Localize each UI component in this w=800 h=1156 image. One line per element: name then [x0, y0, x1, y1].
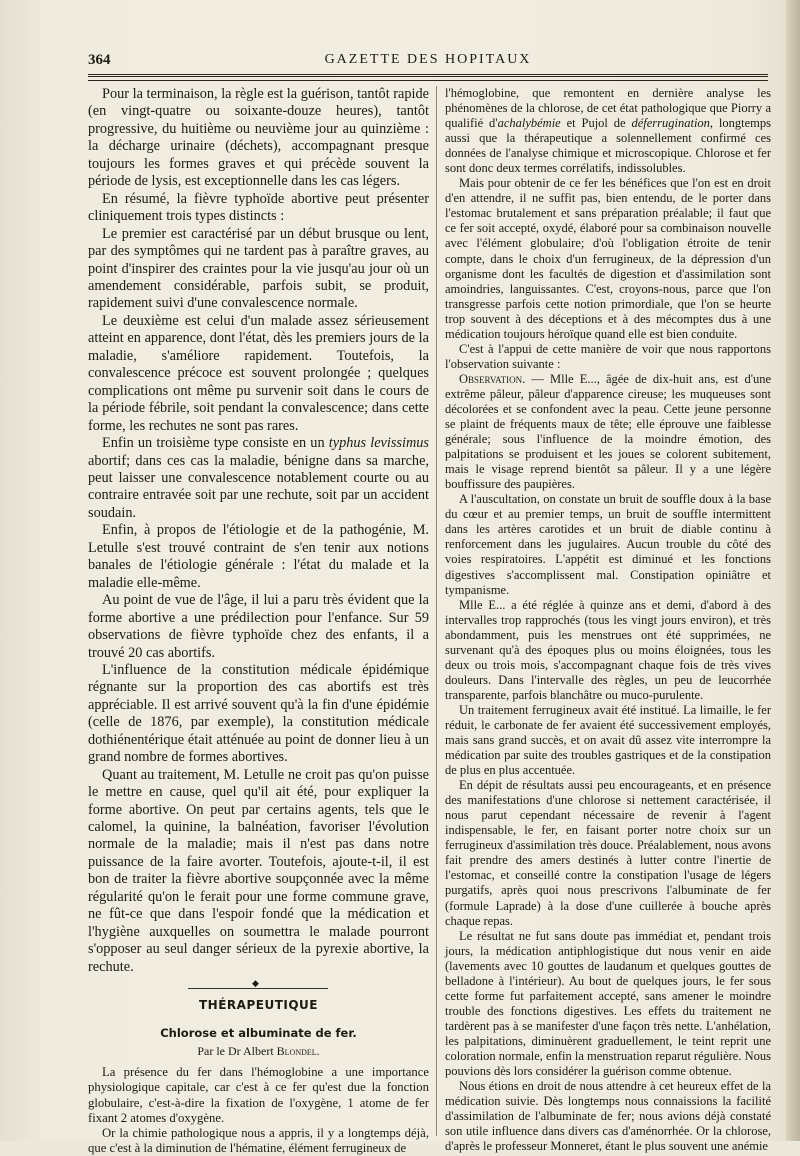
paragraph: En dépit de résultats aussi peu encourageants, et en présence des manifestations d'une chlorose si nettement caractérisée, il nous parut cependant nécessaire de revenir à l'agent indispensable, le fer, en faisant porter notre choix sur un ferrugineux d'assimilation très douce. Préalablement, nous avons fait prendre des amers destinés à lutter contre l'inertie de l'estomac, et conseillé contre la constipation l'usage de légers purgatifs, après quoi nous prescrivons l'albuminate de fer (formule Laprade) à la dose d'une cuillerée à bouche après chaque repas. — [445, 778, 771, 928]
paragraph: Un traitement ferrugineux avait été institué. La limaille, le fer réduit, le carbonate de fer avaient été successivement employés, mais sans grand succès, et on avait dû assez vite interrompre la médication par suite des troubles gastriques et de la constipation de plus en plus accentuée. — [445, 702, 771, 778]
byline-prefix: Par le Dr Albert — [197, 1044, 274, 1059]
paragraph: Le premier est caractérisé par un début brusque ou lent, par des symptômes qui ne tardent pas à paraître graves, au point d'inspirer des craintes pour la vie jusqu'au jour où un amendement considérable, parfois subit, se produit, rapidement suivi d'une convalescence normale. — [88, 225, 429, 312]
paragraph: A l'auscultation, on constate un bruit de souffle doux à la base du cœur et au premier temps, un bruit de souffle intermittent dans les artères carotides et un bruit de diable continu à renforcement dans les jugulaires. Aucun trouble du côté des voies respiratoires. L'appétit est diminué et les fonctions digestives s'accomplissent mal. Constipation opiniâtre et tympanisme. — [445, 492, 771, 597]
paragraph: L'influence de la constitution médicale épidémique régnante sur la proportion des cas abortifs est très appréciable. Il est arrivé souvent qu'à la fin d'une épidémie (celle de 1876, par exemple), la constitution médicale dothiénentérique était atténuée au point de donner lieu à un grand nombre de formes abortives. — [88, 661, 429, 766]
section-title: THÉRAPEUTIQUE — [199, 998, 318, 1013]
paragraph: Or la chimie pathologique nous a appris, il y a longtemps déjà, que c'est à la diminution de l'hématine, élément ferrugineux de — [88, 1125, 429, 1156]
text: l'hémoglobine, que remontent en dernière analyse les phénomènes de la chlorose, de cet état pathologique que Piorry a qualifié d' — [445, 86, 771, 131]
byline — [88, 1044, 429, 1059]
text: — Mlle E..., âgée de dix-huit ans, est d'une extrême pâleur, pâleur d'apparence cireuse; les muqueuses sont décolorées et se confondent avec la peau. Cette jeune personne se plaint de fréquents maux de tête; elle éprouve une faiblesse générale; sous l'influence de la moindre émotion, des palpitations se produisent et les joues se colorent subitement, mais le visage reprend bientôt sa pâleur. Il y a une légère bouffissure des paupières. — [445, 371, 771, 492]
page-edge — [786, 0, 800, 1141]
text: abortif; dans ces cas la maladie, bénigne dans sa marche, peut laisser une convalescence notablement courte ou au contraire entravée soit par une rechute, soit par un accident soudain. — [88, 452, 429, 521]
paragraph: Au point de vue de l'âge, il lui a paru très évident que la forme abortive a une prédilection pour l'enfance. Sur 59 observations de fièvre typhoïde chez des enfants, il a trouvé 20 cas abortifs. — [88, 592, 429, 661]
paragraph: Quant au traitement, M. Letulle ne croit pas qu'on puisse le mettre en cause, quel qu'il ait été, pour expliquer la forme abortive. On peut par certains agents, tels que le calomel, la quinine, la balnéation, favoriser l'évolution normale de la maladie; mais il n'est pas dans notre puissance de la faire avorter. Toutefois, ajoute-t-il, il est bon de traiter la fièvre abortive soupçonnée avec la même régularité qu'on le ferait pour une forme commune grave, ne fût-ce que dans l'espoir fondé que la médication et l'hygiène auxquelles on soumettra le malade pourront s'opposer au seul danger sérieux de la pyrexie abortive, la rechute. — [88, 766, 429, 975]
left-column — [88, 86, 429, 1156]
header-rule-thin — [88, 80, 768, 81]
italic-term: achalybémie — [497, 116, 561, 131]
paragraph: En résumé, la fièvre typhoïde abortive peut présenter cliniquement trois types distincts : — [88, 190, 429, 225]
paragraph-third-type — [88, 435, 429, 522]
paragraph: Le deuxième est celui d'un malade assez sérieusement atteint en apparence, dont l'état, dès les premiers jours de la maladie, s'améliore rapidement. Toutefois, la convalescence précoce est souvent prolongée ; quelques complications ont même pu survenir soit dans le cours de la période fébrile, soit pendant la convalescence; dans cette forme, les rechutes ne sont pas rares. — [88, 312, 429, 434]
observation-label: Observation. — [459, 371, 526, 386]
running-title: GAZETTE DES HOPITAUX — [324, 52, 532, 67]
text: et Pujol de — [560, 116, 632, 131]
paragraph: C'est à l'appui de cette manière de voir que nous rapportons l'observation suivante : — [445, 341, 771, 371]
paragraph: La présence du fer dans l'hémoglobine a une importance physiologique capitale, car c'est à ce fer qu'est due la fonction globulaire, c'est-à-dire la fixation de l'oxygène, 1 atome de fer fixant 2 atomes d'oxygène. — [88, 1065, 429, 1125]
text: , longtemps aussi que la thérapeutique a solennellement confirmé ces données de l'analyse chimique et microscopique. Chlorose et fer sont donc deux termes corrélatifs, indissolubles. — [445, 116, 772, 176]
paragraph: Mlle E... a été réglée à quinze ans et demi, d'abord à des intervalles trop rapprochés (tous les vingt jours environ), et très abondamment, puis les menstrues ont été supprimées, ne survenant qu'à des époques plus ou moins éloignées, tous les deux ou trois mois, s'accompagnant chaque fois de très vives douleurs. Dans l'intervalle des règles, un peu de leucorrhée transparente, parfois blanchâtre ou muco-purulente. — [445, 597, 771, 702]
author-name: Blondel. — [276, 1044, 320, 1059]
right-column — [445, 86, 771, 1154]
paragraph — [445, 86, 771, 176]
column-divider — [436, 86, 437, 1136]
italic-term: déferrugination — [631, 116, 710, 131]
italic-term: typhus levissimus — [328, 435, 429, 452]
paragraph: Pour la terminaison, la règle est la guérison, tantôt rapide (en vingt-quatre ou soixante-douze heures), tantôt progressive, du huitième ou neuvième jour au quinzième : la décharge urinaire (déchets), accompagnant presque toujours les formes graves et qui précède souvent la période de lysis, est exceptionnelle dans les cas légers. — [88, 86, 429, 190]
header-rule — [88, 74, 768, 77]
section-separator — [88, 976, 429, 996]
paragraph: Nous étions en droit de nous attendre à cet heureux effet de la médication suivie. Dès longtemps nous connaissions la facilité d'assimilation de l'albuminate de fer; nous avions déjà constaté son utile influence dans divers cas d'aménorrhée. Or la chlorose, d'après le professeur Monneret, étant le plus souvent une anémie — [445, 1079, 771, 1154]
page-header — [88, 52, 768, 76]
article-title: Chlorose et albuminate de fer. — [160, 1026, 357, 1041]
paragraph: Le résultat ne fut sans doute pas immédiat et, pendant trois jours, la médication antiphlogistique dut nous venir en aide (lavements avec 10 gouttes de laudanum et quelques gouttes de belladone à l'intérieur). Au bout de quelques jours, le fer sous cette forme fut parfaitement accepté, sans amener le moindre trouble des fonctions digestives. Les effets du traitement ne tardèrent pas à se manifester d'une façon très nette. L'anhélation, les palpitations, diminuèrent graduellement, le teint reprit une coloration normale, enfin la menstruation reparut régulière. Nous pouvions dès lors considérer la guérison comme obtenue. — [445, 928, 771, 1079]
paragraph: Mais pour obtenir de ce fer les bénéfices que l'on est en droit d'en attendre, il ne suffit pas, bien entendu, de le porter dans l'estomac brutalement et sans préparation préalable; il faut que ce fer soit accepté, oxydé, élaboré pour sa combinaison nouvelle avec l'élément globulaire; d'où l'obligation étroite de tenir compte, dans le choix d'un ferrugineux, de la dépression d'un organisme dont les facultés de digestion et d'assimilation sont amoindries, languissantes. C'est, croyons-nous, parce que l'on transgresse parfois cette notion primordiale, que l'on se heurte trop souvent à des déceptions et à des mécomptes dus à une médication toujours héroïque quand elle est bien conduite. — [445, 176, 771, 341]
text: Enfin un troisième type consiste en un — [102, 435, 329, 452]
observation-paragraph — [445, 372, 771, 492]
paragraph: Enfin, à propos de l'étiologie et de la pathogénie, M. Letulle s'est trouvé contraint de s'en tenir aux notions banales de l'étiologie générale : l'état du malade et la maladie elle-même. — [88, 522, 429, 591]
page-number: 364 — [88, 52, 111, 68]
